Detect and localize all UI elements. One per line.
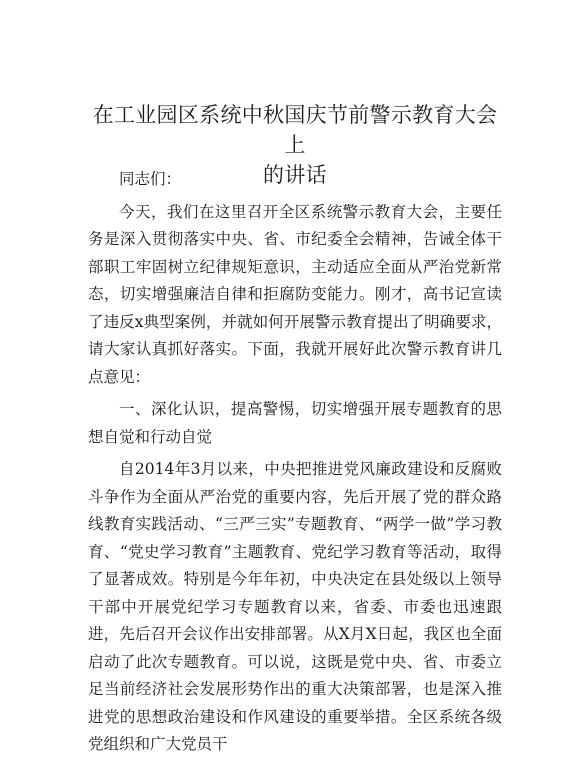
title-line-1: 在工业园区系统中秋国庆节前警示教育大会上 <box>92 103 498 157</box>
salutation: 同志们： <box>119 170 182 188</box>
paragraph-section-1: 自2014年3月以来，中央把推进党风廉政建设和反腐败斗争作为全面从严治党的重要内容，先后开展了党的群众路线教育实践活动、“三严三实”专题教育、“两学一做”学习教育、“党史学习教育”主题教育、党纪学习教育等活动，取得了显著成效。特别是今年年初，中央决定在县处级以上领导干部中开展党纪学习专题教育以来，省委、市委也迅速跟进，先后召开会议作出安排部署。从X月X日起，我区也全面启动了此次专题教育。可以说，这既是党中央、省、市委立足当前经济社会发展形势作出的重大决策部署，也是深入推进党的思想政治建设和作风建设的重要举措。全区系统各级党组织和广大党员干 <box>88 460 502 753</box>
paragraph-intro: 今天，我们在这里召开全区系统警示教育大会，主要任务是深入贯彻落实中央、省、市纪委全会精神，告诫全体干部职工牢固树立纪律规矩意识，主动适应全面从严治党新常态，切实增强廉洁自律和拒腐防变能力。刚才，高书记宣读了违反x典型案例，并就如何开展警示教育提出了明确要求，请大家认真抓好落实。下面，我就开展好此次警示教育讲几点意见： <box>88 202 502 386</box>
title-line-2: 的讲话 <box>263 163 327 187</box>
section-heading-1: 一、深化认识，提高警惕，切实增强开展专题教育的思想自觉和行动自觉 <box>88 400 502 446</box>
document-body <box>88 166 502 759</box>
